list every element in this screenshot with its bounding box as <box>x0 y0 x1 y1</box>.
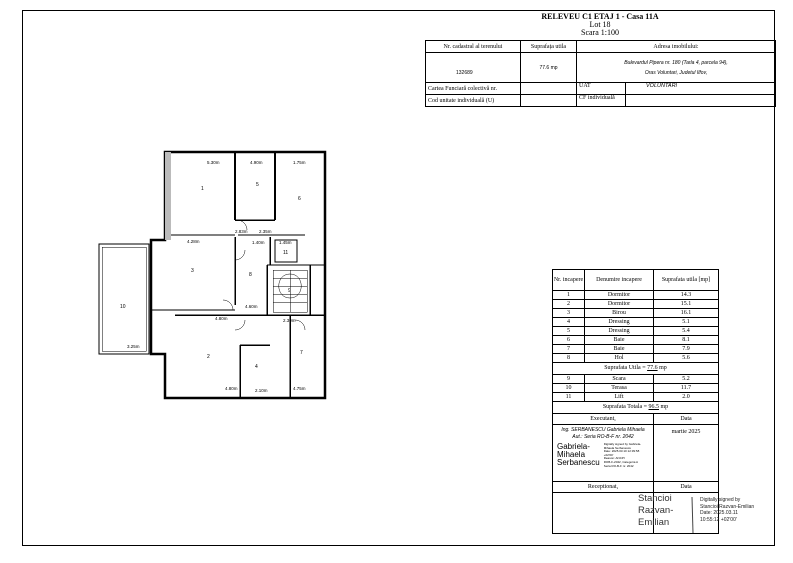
col-header-name: Denumire incapere <box>585 270 654 291</box>
signature-stroke <box>690 495 702 535</box>
table-row <box>553 354 719 363</box>
address-value <box>577 53 776 83</box>
room-name: Dormitor <box>585 300 654 309</box>
digital-signature-name: Stancioi Razvan- Emilian <box>638 493 674 528</box>
dim-text: 2.35m <box>259 229 272 234</box>
dim-text: 5.30m <box>207 160 220 165</box>
reception-label: Receptionat, <box>553 482 654 493</box>
room-nr: 4 <box>553 318 585 327</box>
table-row <box>553 300 719 309</box>
table-row <box>553 327 719 336</box>
total-area-label: Suprafata Totala = <box>602 404 647 410</box>
total-area-unit: mp <box>660 404 669 410</box>
reception-date-header: Data <box>654 482 719 493</box>
total-area-value: 96.5 <box>648 404 659 410</box>
dim-text: 4.75m <box>293 386 306 391</box>
useful-area-label: Suprafata Utila = <box>604 365 646 371</box>
room-number-8: 8 <box>249 272 252 278</box>
dim-text: 2.30m <box>283 318 296 323</box>
address-header: Adresa imobilului: <box>577 41 776 53</box>
date-header: Data <box>654 414 719 425</box>
col-header-area: Suprafata utila [mp] <box>654 270 719 291</box>
room-number-3: 3 <box>191 268 194 274</box>
room-name: Baie <box>585 345 654 354</box>
room-nr: 11 <box>553 393 585 402</box>
room-area: 2.0 <box>654 393 719 402</box>
room-number-7: 7 <box>300 350 303 356</box>
room-name: Scara <box>585 375 654 384</box>
terrace-outline <box>99 244 149 354</box>
useful-area-unit: mp <box>659 365 667 371</box>
table-row <box>553 375 719 384</box>
table-row <box>553 291 719 300</box>
dim-text: 4.28m <box>187 239 200 244</box>
room-area: 11.7 <box>654 384 719 393</box>
room-nr: 1 <box>553 291 585 300</box>
table-row <box>553 309 719 318</box>
room-name: Birou <box>585 309 654 318</box>
room-nr: 2 <box>553 300 585 309</box>
cf-individual-cell <box>577 95 776 107</box>
title-scale: Scara 1:100 <box>581 28 619 37</box>
room-number-1: 1 <box>201 186 204 192</box>
dim-text: 4.80m <box>215 316 228 321</box>
title-main: RELEVEU C1 ETAJ 1 - Casa 11A <box>541 12 659 21</box>
title-block <box>540 13 660 37</box>
room-name: Dressing <box>585 318 654 327</box>
individual-code-label: Cod unitate individuală (U) <box>426 95 521 107</box>
engineer-signature-name: Gabriela- Mihaela Serbanescu <box>557 442 600 467</box>
room-nr: 9 <box>553 375 585 384</box>
room-area: 5.6 <box>654 354 719 363</box>
address-line2: Oras Voluntari, Judetul Ilfov, <box>644 69 708 76</box>
individual-code-value <box>521 95 577 107</box>
dim-text: 4.80m <box>225 386 238 391</box>
executed-label: Executant, <box>553 414 654 425</box>
floor-plan <box>95 140 335 410</box>
room-name: Hol <box>585 354 654 363</box>
uat-value: VOLUNTARI <box>646 83 678 89</box>
room-area: 16.1 <box>654 309 719 318</box>
room-area: 5.1 <box>654 318 719 327</box>
dim-text: 1.75m <box>293 160 306 165</box>
room-number-9: 9 <box>288 288 291 294</box>
table-row <box>553 384 719 393</box>
dim-text: 2.10m <box>255 388 268 393</box>
useful-area-value: 77.6 <box>647 365 658 371</box>
exterior-walls <box>151 152 325 398</box>
engineer-cell <box>553 425 654 482</box>
total-area-row <box>553 402 719 414</box>
engineer-auth: Aut.: Seria RO-B-F nr. 2042 <box>572 434 634 440</box>
cadastral-table <box>425 40 776 107</box>
room-area: 5.4 <box>654 327 719 336</box>
title-lot: Lot 18 <box>589 20 611 29</box>
dim-text: 1.45m <box>279 240 292 245</box>
room-number-10: 10 <box>120 304 126 310</box>
table-row <box>553 318 719 327</box>
room-area: 8.1 <box>654 336 719 345</box>
cf-collective-label: Cartea Funciară colectivă nr. <box>426 83 521 95</box>
room-number-5: 5 <box>256 182 259 188</box>
room-number-2: 2 <box>207 354 210 360</box>
address-line1: Bulevardul Pipera nr. 180 (Tarla 4, parcela 94), <box>624 59 728 66</box>
date-value: martie 2025 <box>654 425 719 482</box>
useful-area-row <box>553 363 719 375</box>
room-nr: 7 <box>553 345 585 354</box>
uat-cell <box>577 83 776 95</box>
digital-signature-details: Digitally signed by Stancioi Razvan-Emilian Date: 2025.03.11 10:55:12 +02'00' <box>700 497 755 523</box>
room-number-4: 4 <box>255 364 258 370</box>
room-area: 7.9 <box>654 345 719 354</box>
dim-text: 4.90m <box>250 160 263 165</box>
room-area: 14.3 <box>654 291 719 300</box>
room-area: 5.2 <box>654 375 719 384</box>
dim-text: 4.60m <box>245 304 258 309</box>
cf-individual-label: CF individuală <box>577 95 626 106</box>
room-name: Dormitor <box>585 291 654 300</box>
room-name: Terasa <box>585 384 654 393</box>
table-row <box>553 336 719 345</box>
room-name: Baie <box>585 336 654 345</box>
room-nr: 5 <box>553 327 585 336</box>
room-name: Dressing <box>585 327 654 336</box>
cadastral-header: Nr. cadastral al terenului <box>426 41 521 53</box>
room-nr: 10 <box>553 384 585 393</box>
room-number-11: 11 <box>283 250 289 256</box>
room-name: Lift <box>585 393 654 402</box>
cadastral-value: 132689 <box>426 53 521 83</box>
room-number-6: 6 <box>298 196 301 202</box>
cf-collective-value <box>521 83 577 95</box>
table-row <box>553 345 719 354</box>
room-nr: 6 <box>553 336 585 345</box>
surface-value: 77.6 mp <box>521 53 577 83</box>
dim-text: 1.40m <box>252 240 265 245</box>
room-nr: 3 <box>553 309 585 318</box>
engineer-signature-details: Digitally signed by Gabriela- Mihaela Serbanescu Date: 2025.03.10 12:39:58 +02'00' Reason: ANCPI ROB-F-2042, Categoria A Seria RO-B-F nr. 2042 <box>603 442 642 468</box>
room-area: 15.1 <box>654 300 719 309</box>
col-header-nr: Nr. incapere <box>553 270 585 291</box>
surface-header: Suprafața utila <box>521 41 577 53</box>
uat-label: UAT <box>577 83 626 94</box>
engineer-name: Ing. SERBANESCU Gabriela Mihaela <box>561 427 645 433</box>
room-nr: 8 <box>553 354 585 363</box>
table-row <box>553 393 719 402</box>
dim-text: 3.25m <box>127 344 140 349</box>
dim-text: 2.83m <box>235 229 248 234</box>
